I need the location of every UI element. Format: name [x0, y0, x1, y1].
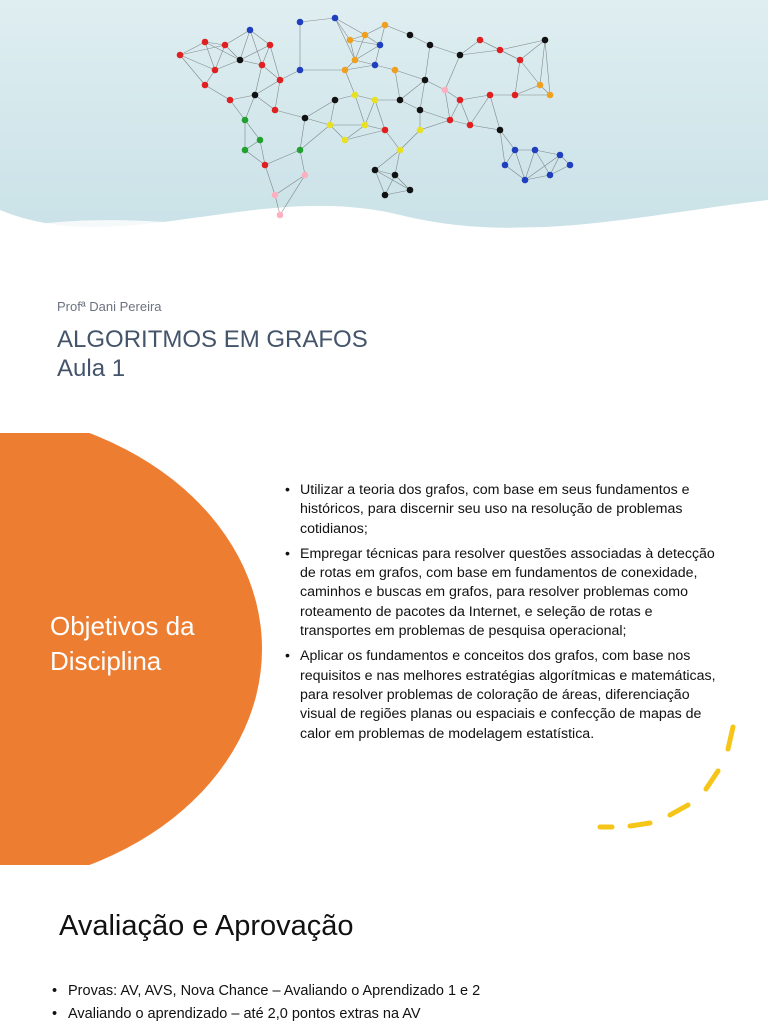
network-node-dot	[267, 42, 274, 49]
objectives-slide	[0, 433, 768, 865]
network-node-dot	[362, 122, 369, 129]
network-node-dot	[297, 67, 304, 74]
network-node-dot	[487, 92, 494, 99]
network-node-dot	[547, 172, 554, 179]
network-node-dot	[532, 147, 539, 154]
network-node-dot	[497, 47, 504, 54]
network-node-dot	[397, 97, 404, 104]
network-node-dot	[567, 162, 574, 169]
network-node-dot	[277, 77, 284, 84]
network-node-dot	[342, 67, 349, 74]
network-node-dot	[242, 147, 249, 154]
network-node-dot	[177, 52, 184, 59]
title-slide	[0, 0, 768, 433]
network-node-dot	[382, 127, 389, 134]
network-node-dot	[417, 107, 424, 114]
network-node-dot	[497, 127, 504, 134]
network-node-dot	[447, 117, 454, 124]
network-node-dot	[242, 117, 249, 124]
network-node-dot	[537, 82, 544, 89]
objective-item: • Utilizar a teoria dos grafos, com base em seus fundamentos e históricos, para discernir seu uso na resolução de problemas cotidianos;	[285, 481, 725, 539]
network-node-dot	[407, 32, 414, 39]
network-node-dot	[512, 92, 519, 99]
network-node-dot	[277, 212, 284, 219]
network-node-dot	[302, 115, 309, 122]
network-node-dot	[457, 97, 464, 104]
network-node-dot	[422, 77, 429, 84]
network-node-dot	[202, 39, 209, 46]
network-node-dot	[222, 42, 229, 49]
network-node-dot	[257, 137, 264, 144]
network-node-dot	[272, 192, 279, 199]
network-node-dot	[382, 192, 389, 199]
objectives-heading	[50, 609, 250, 679]
network-node-dot	[272, 107, 279, 114]
network-node-dot	[332, 97, 339, 104]
network-node-dot	[227, 97, 234, 104]
objectives-list	[285, 481, 725, 750]
network-node-dot	[477, 37, 484, 44]
title-line-course: ALGORITMOS EM GRAFOS	[57, 326, 368, 353]
network-node-dot	[392, 172, 399, 179]
evaluation-heading: Avaliação e Aprovação	[59, 910, 354, 942]
network-node-dot	[542, 37, 549, 44]
network-map-illustration	[0, 0, 768, 260]
evaluation-slide	[0, 865, 768, 1024]
objectives-heading-line1: Objetivos da	[50, 611, 195, 641]
network-node-dot	[347, 37, 354, 44]
network-node-dot	[212, 67, 219, 74]
objective-item: • Empregar técnicas para resolver questões associadas à detecção de rotas em grafos, com base em fundamentos de conexidade, caminhos e buscas em grafos, para resolver problemas como roteamento de pacotes da Internet, e seleção de rotas e transportes em problemas de pesquisa operacional;	[285, 545, 725, 641]
network-node-dot	[467, 122, 474, 129]
network-node-dot	[252, 92, 259, 99]
network-node-dot	[382, 22, 389, 29]
network-node-dot	[259, 62, 266, 69]
network-node-dot	[417, 127, 424, 134]
network-node-dot	[557, 152, 564, 159]
network-node-dot	[512, 147, 519, 154]
network-node-dot	[502, 162, 509, 169]
objective-item: • Aplicar os fundamentos e conceitos dos grafos, com base nos requisitos e nas melhores estratégias algorítmicas e matemáticas, para resolver problemas de coloração de áreas, diferenciação visual de regiões planas ou espaciais e confecção de mapas de calor em problemas de modelagem estatística.	[285, 647, 725, 743]
decorative-dashed-arc	[590, 713, 750, 853]
network-node-dot	[237, 57, 244, 64]
network-node-dot	[517, 57, 524, 64]
network-node-dot	[332, 15, 339, 22]
network-node-dot	[372, 97, 379, 104]
network-node-dot	[297, 147, 304, 154]
network-node-dot	[202, 82, 209, 89]
presentation-title	[57, 325, 368, 383]
evaluation-list	[52, 980, 480, 1024]
evaluation-item: • Provas: AV, AVS, Nova Chance – Avaliando o Aprendizado 1 e 2	[52, 980, 480, 1003]
network-node-dot	[352, 92, 359, 99]
title-line-lesson: Aula 1	[57, 355, 126, 382]
network-node-dot	[342, 137, 349, 144]
author-name: Profª Dani Pereira	[57, 299, 162, 314]
network-node-dot	[262, 162, 269, 169]
network-node-dot	[247, 27, 254, 34]
network-node-dot	[372, 167, 379, 174]
network-node-dot	[427, 42, 434, 49]
network-node-dot	[522, 177, 529, 184]
network-node-dot	[397, 147, 404, 154]
network-node-dot	[297, 19, 304, 26]
network-node-dot	[377, 42, 384, 49]
network-node-dot	[327, 122, 334, 129]
evaluation-item: • Avaliando o aprendizado – até 2,0 pontos extras na AV	[52, 1003, 480, 1024]
network-node-dot	[457, 52, 464, 59]
network-node-dot	[372, 62, 379, 69]
network-node-dot	[442, 87, 449, 94]
objectives-heading-line2: Disciplina	[50, 646, 162, 676]
network-node-dot	[392, 67, 399, 74]
network-node-dot	[407, 187, 414, 194]
network-node-dot	[547, 92, 554, 99]
network-node-dot	[362, 32, 369, 39]
network-node-dot	[302, 172, 309, 179]
network-node-dot	[352, 57, 359, 64]
